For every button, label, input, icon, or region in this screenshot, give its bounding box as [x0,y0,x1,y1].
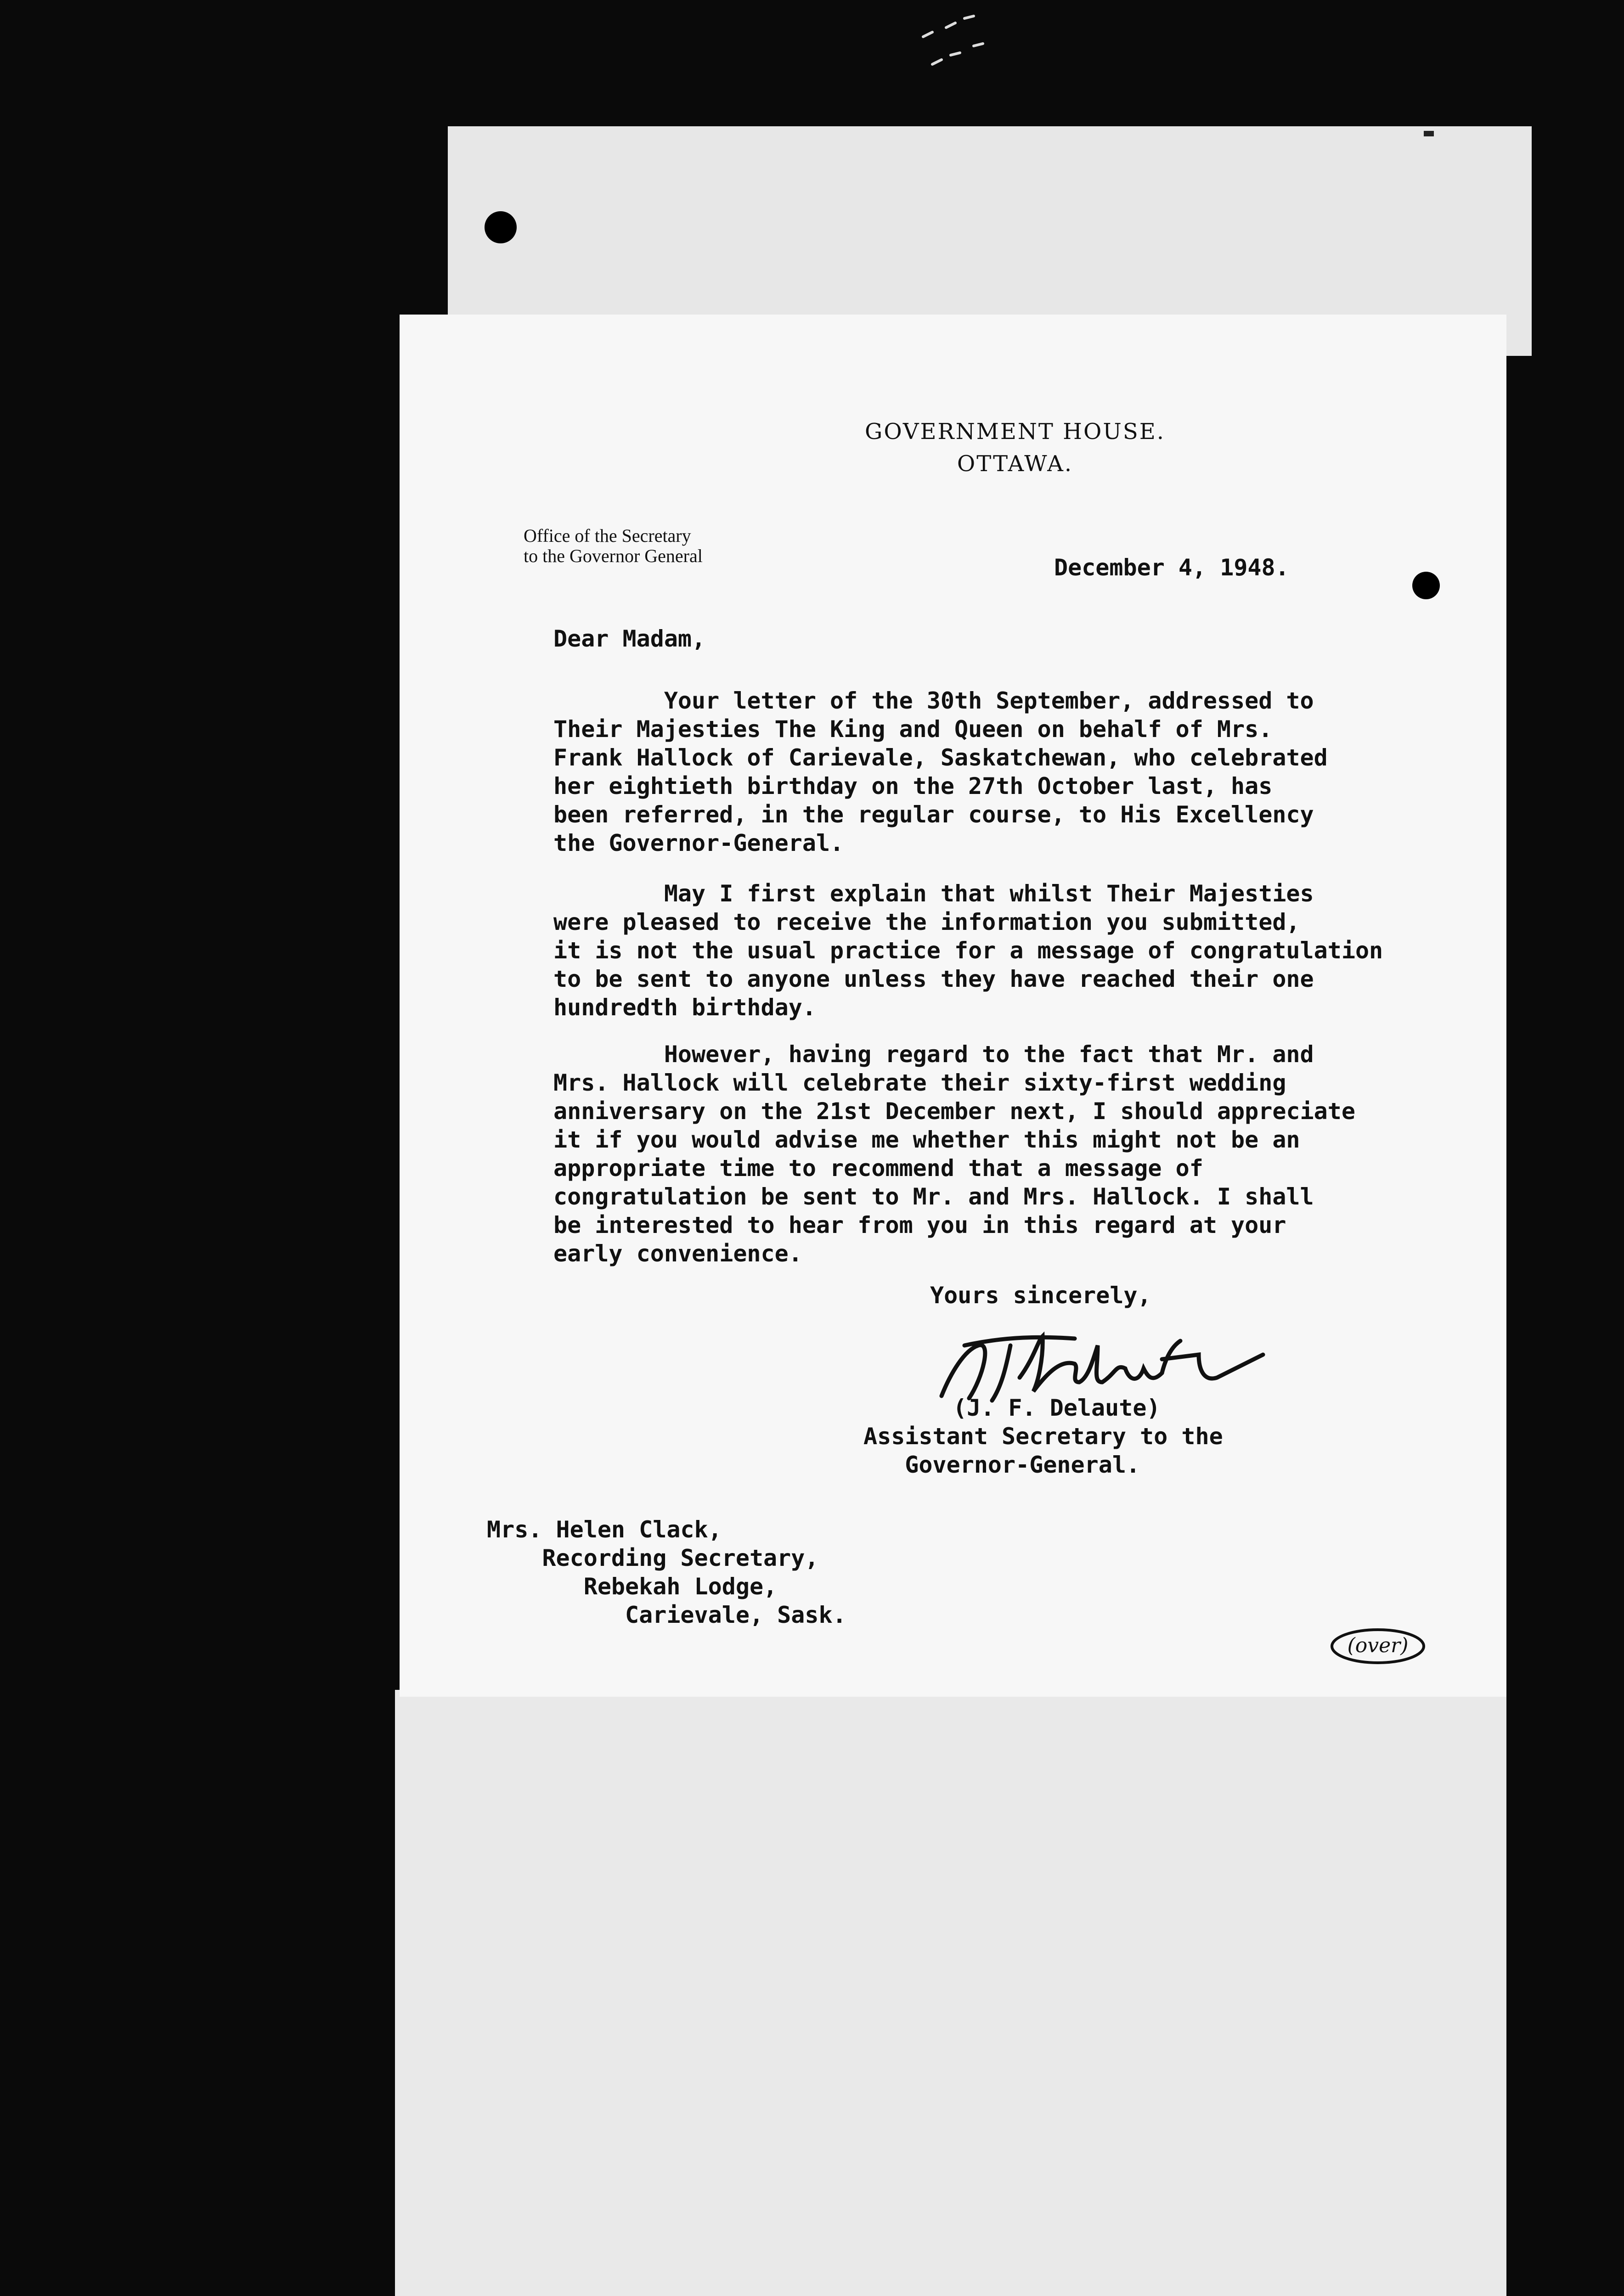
recipient-address: Mrs. Helen Clack, Recording Secretary, Rebekah Lodge, Carievale, Sask. [487,1516,846,1628]
closing: Yours sincerely, [930,1282,1151,1309]
signed-name: (J. F. Delaute) [953,1395,1161,1421]
office-line1: Office of the Secretary [524,525,691,546]
lower-sheet [395,1690,1506,2296]
punch-hole [485,211,517,243]
over-note [1327,1626,1428,1667]
punch-hole-right [1412,572,1440,599]
signer-title: Assistant Secretary to the Governor-General. [863,1423,1223,1478]
letterhead-line2: OTTAWA. [957,451,1073,477]
paragraph-3: However, having regard to the fact that Mr. and Mrs. Hallock will celebrate their sixty-first wedding anniversary on the 21st December next, I should appreciate it if you would advise me whether this might not be an appropriate time to recommend that a message of congratulation be sent to Mr. and Mrs. Hallock. I shall be interested to hear from you in this regard at your early convenience. [553,1041,1355,1267]
film-scratches [914,9,997,83]
office-line2: to the Governor General [524,546,703,566]
letterhead [840,416,1190,480]
salutation: Dear Madam, [553,625,706,652]
office-stamp [524,526,703,566]
paragraph-2: May I first explain that whilst Their Majesties were pleased to receive the information you submitted, it is not the usual practice for a message of congratulation to be sent to anyone unless they have reached their one hundredth birthday. [553,880,1383,1021]
letterhead-line1: GOVERNMENT HOUSE. [865,419,1165,445]
sheet-mark [1424,131,1434,136]
over-note-text: (over) [1347,1634,1409,1657]
letter-date: December 4, 1948. [1054,554,1289,581]
paragraph-1: Your letter of the 30th September, addressed to Their Majesties The King and Queen on behalf of Mrs. Frank Hallock of Carievale, Saskatchewan, who celebrated her eightieth birthday on the 27th October last, has been referred, in the regular course, to His Excellency the Governor-General. [553,687,1328,856]
